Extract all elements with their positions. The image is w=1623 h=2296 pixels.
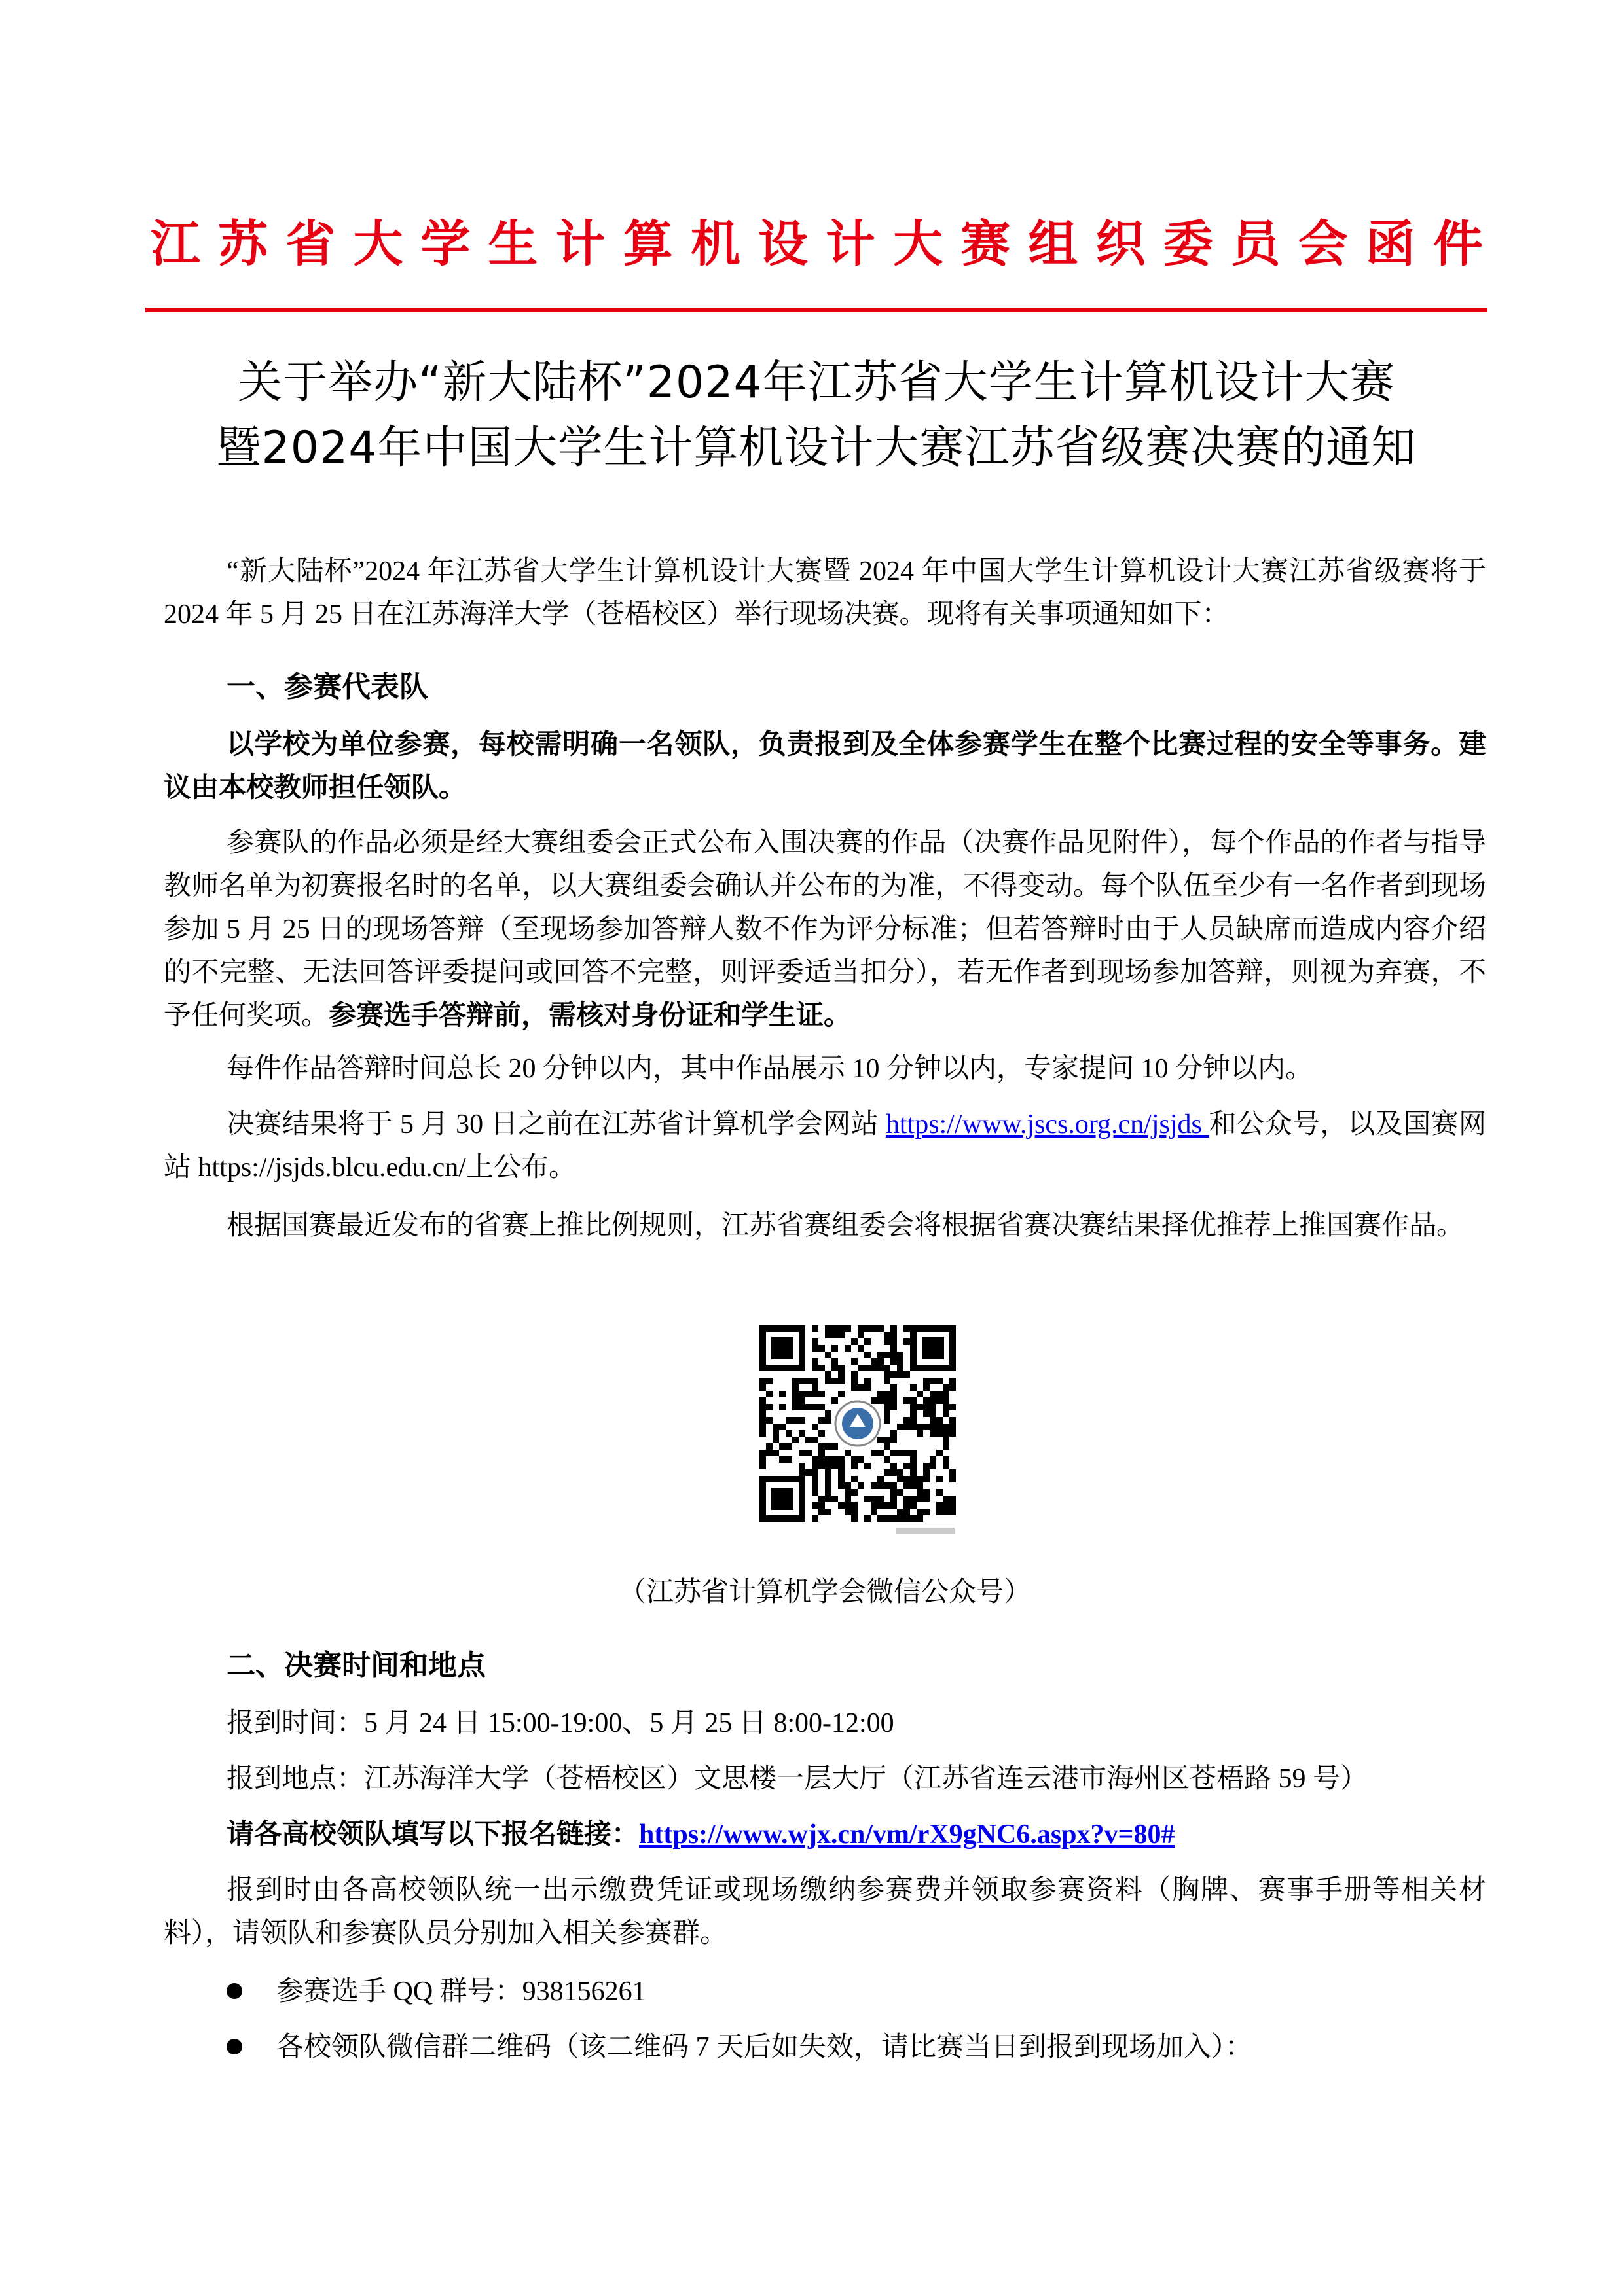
section2-heading: 二、决赛时间和地点 — [227, 1649, 486, 1682]
intro-paragraph: “新大陆杯”2024 年江苏省大学生计算机设计大赛暨 2024 年中国大学生计算机设计大赛江苏省级赛将于 2024 年 5 月 25 日在江苏海洋大学（苍梧校区）举行现场决赛。现将有关事项通知如下： — [164, 556, 1486, 630]
signup-link[interactable]: https://www.wjx.cn/vm/rX9gNC6.aspx?v=80# — [639, 1820, 1175, 1850]
section1-works-paragraph — [164, 821, 1486, 1037]
section1-leader-text: 以学校为单位参赛，每校需明确一名领队，负责报到及全体参赛学生在整个比赛过程的安全等事务。建议由本校教师担任领队。 — [164, 730, 1486, 803]
checkin-time: 报到时间：5 月 24 日 15:00-19:00、5 月 25 日 8:00-12:00 — [227, 1708, 894, 1738]
section1-leader-paragraph — [164, 723, 1486, 810]
section1-works-text: 参赛队的作品必须是经大赛组委会正式公布入围决赛的作品（决赛作品见附件），每个作品的作者与指导教师名单为初赛报名时的名单，以大赛组委会确认并公布的为准，不得变动。每个队伍至少有一名作者到现场参加 5 月 25 日的现场答辩（至现场参加答辩人数不作为评分标准；但若答辩时由于人员缺席而造成内容介绍的不完整、无法回答评委提问或回答不完整，则评委适当扣分），若无作者到现场参加答辩，则视为弃赛，不予任何奖项。 — [164, 828, 1486, 1031]
letterhead-rule — [145, 308, 1487, 312]
bullet-dot-icon — [227, 2039, 242, 2054]
section1-id-check: 参赛选手答辩前，需核对身份证和学生证。 — [329, 1001, 852, 1031]
signup-paragraph — [164, 1813, 1486, 1856]
notice-title-line2: 暨2024年中国大学生计算机设计大赛江苏省级赛决赛的通知 — [216, 422, 1417, 474]
notice-title — [145, 350, 1487, 481]
materials-paragraph: 报到时由各高校领队统一出示缴费凭证或现场缴纳参赛费并领取参赛资料（胸牌、赛事手册等相关材料），请领队和参赛队员分别加入相关参赛群。 — [164, 1875, 1486, 1948]
jscs-website-link[interactable]: https://www.jscs.org.cn/jsjds — [885, 1109, 1209, 1139]
bullet-wechat-group — [227, 2026, 1470, 2069]
checkin-place: 报到地点：江苏海洋大学（苍梧校区）文思楼一层大厅（江苏省连云港市海州区苍梧路 59 号） — [227, 1764, 1368, 1794]
letterhead-title: 江苏省大学生计算机设计大赛组织委员会函件 — [151, 215, 1483, 273]
section1-heading: 一、参赛代表队 — [227, 670, 428, 704]
section1-promotion-paragraph: 根据国赛最近发布的省赛上推比例规则，江苏省赛组委会将根据省赛决赛结果择优推荐上推国赛作品。 — [227, 1211, 1465, 1241]
wechat-qr-code — [753, 1322, 962, 1538]
bullet-dot-icon — [227, 1983, 242, 1999]
qq-group-text: 参赛选手 QQ 群号：938156261 — [276, 1977, 646, 2007]
section1-results-paragraph — [164, 1103, 1486, 1189]
signup-label: 请各高校领队填写以下报名链接： — [227, 1820, 640, 1850]
section1-duration-paragraph: 每件作品答辩时间总长 20 分钟以内，其中作品展示 10 分钟以内，专家提问 10 分钟以内。 — [227, 1054, 1313, 1084]
results-text-after: 和公众号，以及国赛网站 https://jsjds.blcu.edu.cn/上公布。 — [164, 1109, 1486, 1183]
results-text-before: 决赛结果将于 5 月 30 日之前在江苏省计算机学会网站 — [227, 1109, 886, 1139]
qr-caption: （江苏省计算机学会微信公众号） — [618, 1577, 1031, 1607]
bullet-qq-group — [227, 1970, 1470, 2013]
wechat-group-text: 各校领队微信群二维码（该二维码 7 天后如失效，请比赛当日到报到现场加入）： — [276, 2032, 1253, 2062]
notice-title-line1: 关于举办“新大陆杯”2024年江苏省大学生计算机设计大赛 — [238, 357, 1395, 408]
